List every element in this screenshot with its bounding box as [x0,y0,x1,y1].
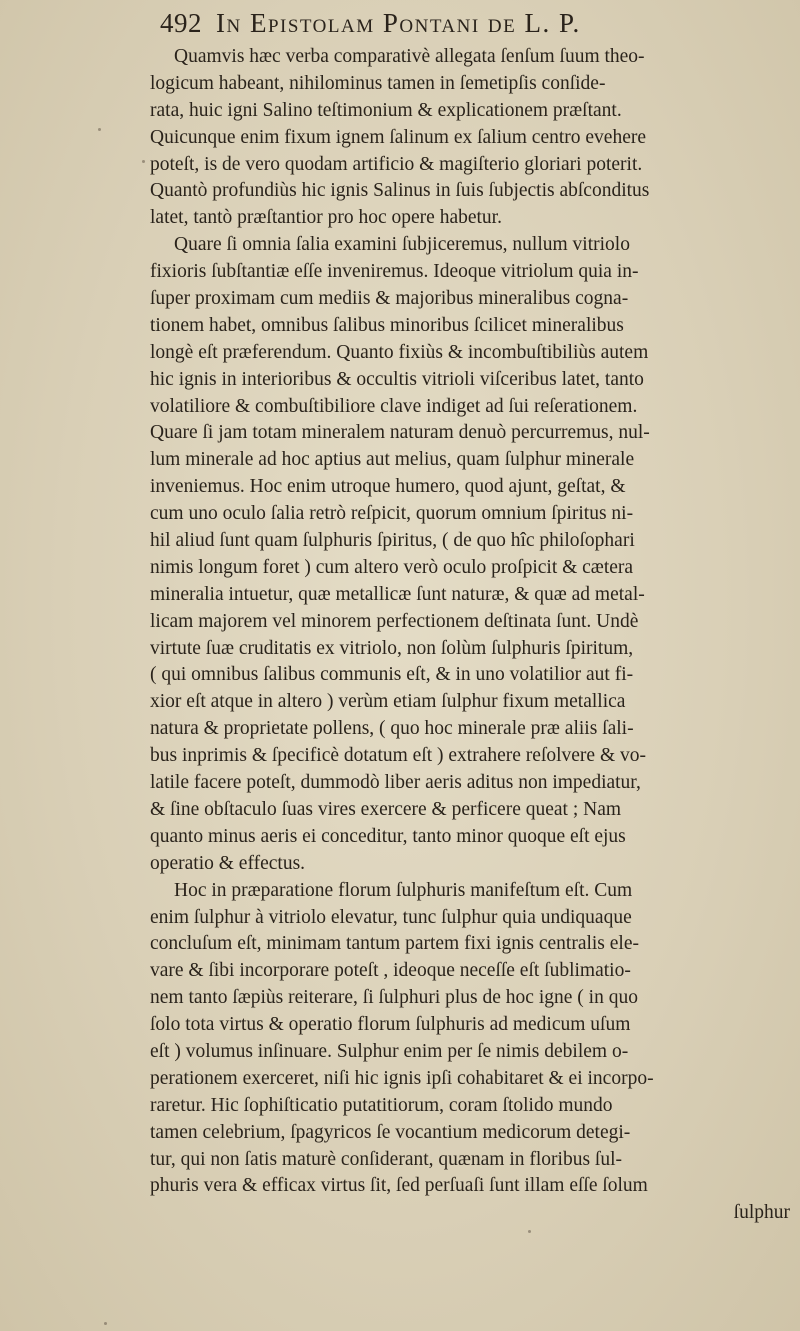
text-line: nimis longum foret ) cum altero verò oculo proſpicit & cætera [150,556,634,578]
text-line: xior eſt atque in altero ) verùm etiam ſulphur fixum metallica [150,691,626,713]
text-line: hil aliud ſunt quam ſulphuris ſpiritus, ( de quo hîc philoſophari [150,530,635,552]
text-line: operatio & effectus. [150,852,306,874]
text-line: perationem exerceret, niſi hic ignis ipſi cohabitaret & ei incorpo- [150,1067,654,1089]
text-line: ſolo tota virtus & operatio florum ſulphuris ad medicum uſum [150,1014,631,1036]
text-line: Quantò profundiùs hic ignis Salinus in ſuis ſubjectis abſconditus [150,180,650,202]
text-line: inveniemus. Hoc enim utroque humero, quod ajunt, geſtat, & [150,476,626,498]
text-line: nem tanto ſæpiùs reiterare, ſi ſulphuri plus de hoc igne ( in quo [150,987,638,1009]
text-line: ( qui omnibus ſalibus communis eſt, & in uno volatilior aut fi- [150,664,634,686]
text-line: Quare ſi omnia ſalia examini ſubjiceremus, nullum vitriolo [174,234,630,256]
text-line: hic ignis in interioribus & occultis vitrioli viſceribus latet, tanto [150,368,644,390]
text-line: licam majorem vel minorem perfectionem deſtinata ſunt. Undè [150,610,639,632]
text-line: vare & ſibi incorporare poteſt , ideoque neceſſe eſt ſublimatio- [150,960,631,982]
text-line: enim ſulphur à vitriolo elevatur, tunc ſulphur quia undiquaque [150,906,632,928]
text-line: longè eſt præferendum. Quanto fixiùs & incombuſtibiliùs autem [150,341,649,363]
text-line: tamen celebrium, ſpagyricos ſe vocantium medicorum detegi- [150,1121,631,1143]
paper-speck [142,160,145,163]
text-line: fixioris ſubſtantiæ eſſe inveniremus. Ideoque vitriolum quia in- [150,261,639,283]
text-line: raretur. Hic ſophiſticatio putatitiorum, coram ſtolido mundo [150,1094,613,1116]
text-line: virtute ſuæ cruditatis ex vitriolo, non ſolùm ſulphuris ſpiritum, [150,637,634,659]
text-line: volatiliore & combuſtibiliore clave indiget ad ſui reſerationem. [150,395,638,417]
running-title: In Epistolam Pontani de L. P. [216,8,581,38]
text-line: lum minerale ad hoc aptius aut melius, quam ſulphur minerale [150,449,635,471]
text-line: rata, huic igni Salino teſtimonium & explicationem præſtant. [150,99,622,121]
page-header [160,8,581,42]
text-line: logicum habeant, nihilominus tamen in ſemetipſis conſide- [150,72,606,94]
paper-speck [104,1322,107,1325]
text-line: poteſt, is de vero quodam artificio & magiſterio gloriari poterit. [150,153,643,175]
text-line: cum uno oculo ſalia retrò reſpicit, quorum omnium ſpiritus ni- [150,503,634,525]
paper-speck [528,1230,531,1233]
text-line: bus inprimis & ſpecificè dotatum eſt ) extrahere reſolvere & vo- [150,745,646,767]
text-line: tur, qui non ſatis maturè conſiderant, quænam in floribus ſul- [150,1148,623,1170]
text-line: phuris vera & efficax virtus ſit, ſed perſuaſi ſunt illam eſſe ſolum [150,1175,648,1197]
text-line: natura & proprietate pollens, ( quo hoc minerale præ aliis ſali- [150,718,634,740]
text-line: concluſum eſt, minimam tantum partem fixi ignis centralis ele- [150,933,639,955]
text-line: & ſine obſtaculo ſuas vires exercere & perficere queat ; Nam [150,798,622,820]
text-line: Hoc in præparatione florum ſulphuris manifeſtum eſt. Cum [174,879,633,901]
text-line: tionem habet, omnibus ſalibus minoribus ſcilicet mineralibus [150,314,624,336]
paper-speck [98,128,101,131]
text-line: eſt ) volumus inſinuare. Sulphur enim per ſe nimis debilem o- [150,1040,629,1062]
page-number: 492 [160,8,202,38]
text-line: quanto minus aeris ei conceditur, tanto minor quoque eſt ejus [150,825,626,847]
text-line: Quare ſi jam totam mineralem naturam denuò percurremus, nul- [150,422,650,444]
text-line: ſuper proximam cum mediis & majoribus mineralibus cogna- [150,288,629,310]
catchword: ſulphur [733,1202,790,1224]
text-line: latile facere poteſt, dummodò liber aeris aditus non impediatur, [150,772,641,794]
text-line: mineralia intuetur, quæ metallicæ ſunt naturæ, & quæ ad metal- [150,583,645,605]
body-text [150,44,790,1227]
text-line: latet, tantò præſtantior pro hoc opere habetur. [150,207,502,229]
text-line: Quamvis hæc verba comparativè allegata ſenſum ſuum theo- [174,46,645,67]
text-line: Quicunque enim fixum ignem ſalinum ex ſalium centro evehere [150,126,647,148]
